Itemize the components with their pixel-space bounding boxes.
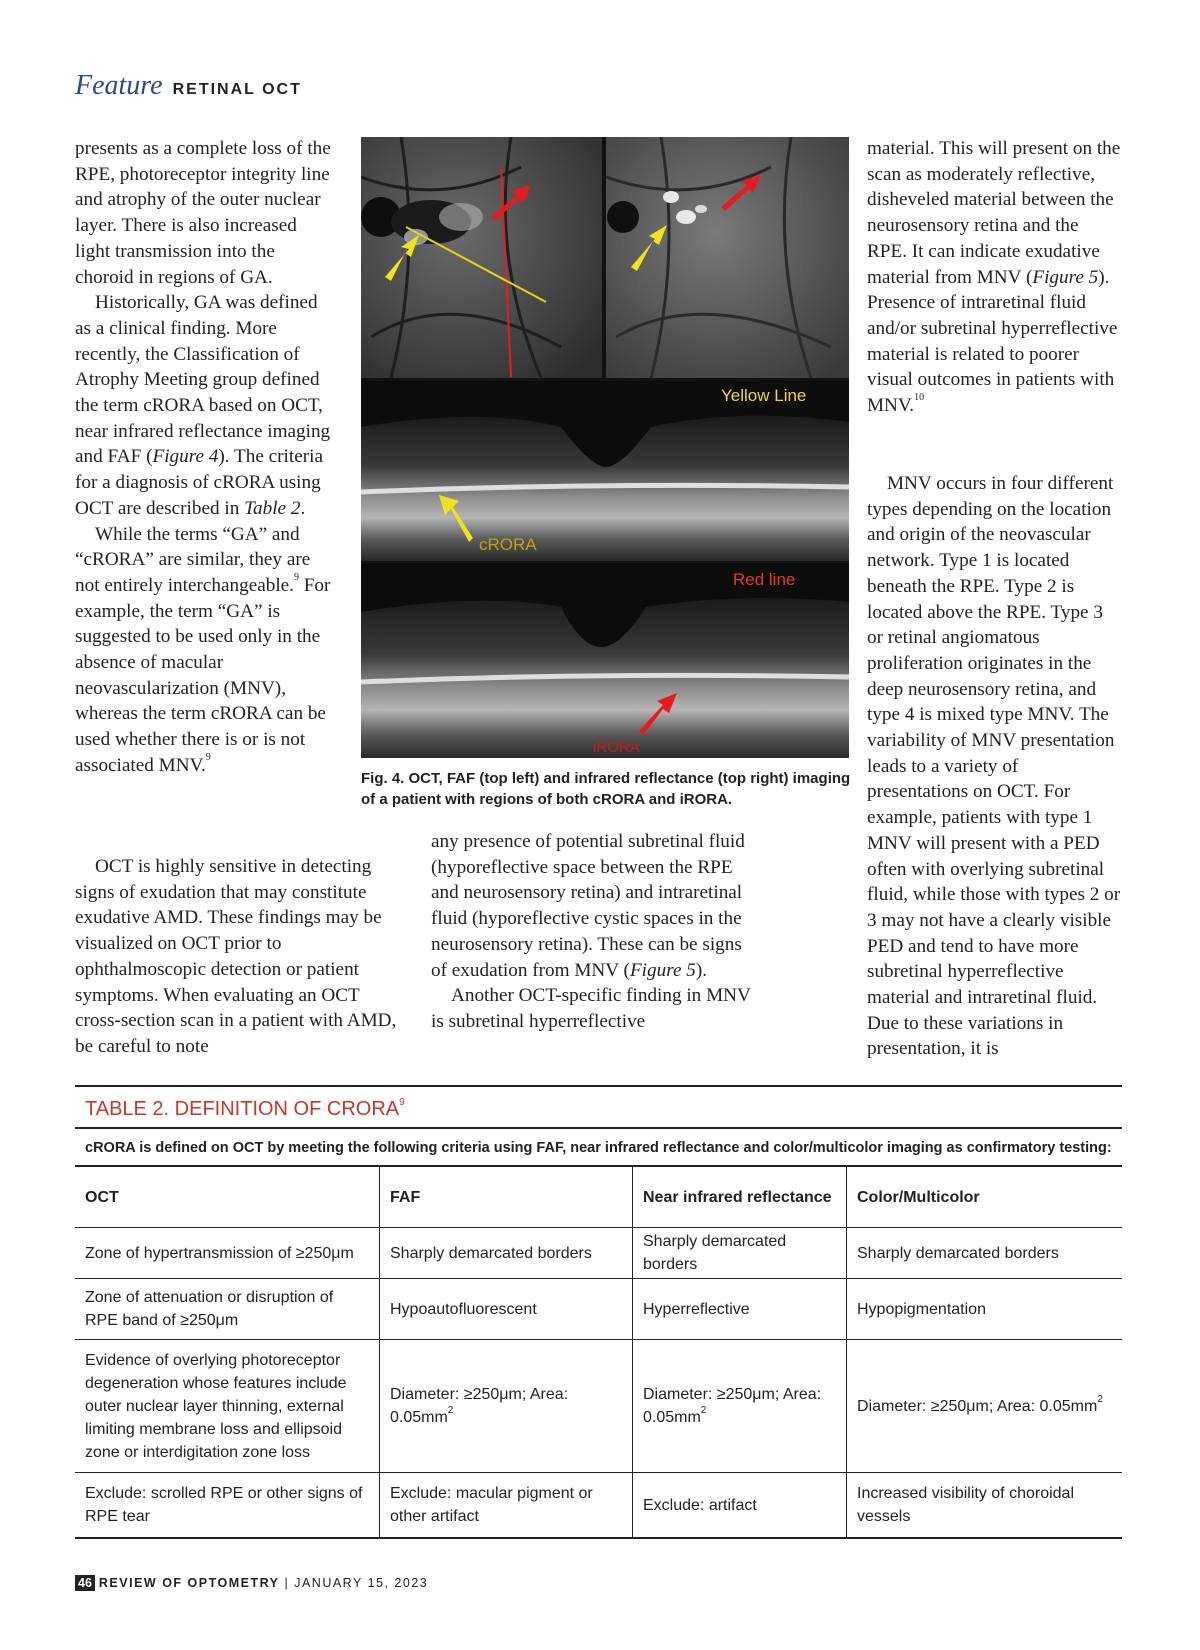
- table-header-cell: Color/Multicolor: [847, 1166, 1123, 1228]
- table-row: [75, 1473, 1122, 1539]
- figure-4-image: [361, 137, 849, 758]
- table-intro: cRORA is defined on OCT by meeting the following criteria using FAF, near infrared reflectance and color/multicolor imaging as confirmatory testing:: [75, 1127, 1122, 1165]
- table-cell: Exclude: artifact: [633, 1473, 847, 1539]
- table-header-cell: FAF: [380, 1166, 633, 1228]
- irora-label: iRORA: [593, 739, 640, 756]
- col3-paragraph-2: MNV occurs in four different types depending on the location and origin of the neovascular network. Type 1 is located beneath the RPE. Type 2 is located above the RPE. Type 3 or retinal angiomatous proliferation originates in the deep neurosensory retina, and type 4 is mixed type MNV. The variability of MNV presentation leads to a variety of presentations on OCT. For example, patients with type 1 MNV will present with a PED often with overlying subretinal fluid, while those with types 2 or 3 may not have a clearly visible PED and tend to have more subretinal hyperreflective material and intraretinal fluid. Due to these variations in presentation, it is: [867, 473, 1121, 1060]
- table-cell: Evidence of overlying photoreceptor degeneration whose features include outer nuclear layer thinning, external limiting membrane loss and ellipsoid zone or interdigitation zone loss: [75, 1340, 380, 1473]
- table-cell: Zone of hypertransmission of ≥250μm: [75, 1228, 380, 1279]
- reference-sup: 9: [205, 751, 211, 763]
- table-row: [75, 1228, 1122, 1279]
- red-line-label: Red line: [733, 570, 796, 589]
- col2-paragraph-2: Another OCT-specific finding in MNV is subretinal hyperreflective: [431, 985, 751, 1032]
- issue-date: JANUARY 15, 2023: [294, 1576, 429, 1590]
- section-label: RETINAL OCT: [172, 81, 302, 98]
- page-header: [75, 70, 302, 102]
- table-cell: Sharply demarcated borders: [380, 1228, 633, 1279]
- figure-caption: Fig. 4. OCT, FAF (top left) and infrared reflectance (top right) imaging of a patient with regions of both cRORA and iRORA.: [361, 770, 851, 808]
- table-cell: Increased visibility of choroidal vessels: [847, 1473, 1123, 1539]
- table-row: [75, 1340, 1122, 1473]
- oct-scan-yellow-line: [361, 381, 849, 561]
- table-cell: Sharply demarcated borders: [633, 1228, 847, 1279]
- oct-scan-red-line: [361, 564, 849, 758]
- col1-paragraph-3: While the terms “GA” and “cRORA” are similar, they are not entirely interchangeable.$^9$ For example, the term “GA” is suggested to be used only in the absence of macular neovascularization (MNV), whereas the term cRORA can be used whether there is or is not associated MNV.$^9$: [75, 523, 331, 776]
- col1-paragraph-4: OCT is highly sensitive in detecting signs of exudation that may constitute exudative AMD. These findings may be visualized on OCT prior to ophthalmoscopic detection or patient symptoms. When evaluating an OCT cross-section scan in a patient with AMD, be careful to note: [75, 856, 397, 1057]
- table-header-cell: Near infrared reflectance: [633, 1166, 847, 1228]
- table-cell: Diameter: ≥250μm; Area: $0.05mm^2$: [633, 1340, 847, 1473]
- table-cell: Hypopigmentation: [847, 1279, 1123, 1340]
- col1-paragraph-1: presents as a complete loss of the RPE, photoreceptor integrity line and atrophy of the outer nuclear layer. There is also increased light transmission into the choroid in regions of GA.: [75, 138, 331, 288]
- column-1-lower: [75, 854, 410, 1060]
- table-cell: Hyperreflective: [633, 1279, 847, 1340]
- faf-image: [361, 137, 602, 378]
- table-cell: Diameter: ≥250μm; Area: $0.05mm^2$: [847, 1340, 1123, 1473]
- reference-sup: 10: [914, 392, 925, 404]
- criteria-table: [75, 1165, 1122, 1539]
- magazine-name: REVIEW OF OPTOMETRY: [98, 1576, 280, 1590]
- table-cell: Diameter: ≥250μm; Area: $0.05mm^2$: [380, 1340, 633, 1473]
- page-footer: 46 REVIEW OF OPTOMETRY | JANUARY 15, 2023: [75, 1576, 428, 1590]
- table-cell: Sharply demarcated borders: [847, 1228, 1123, 1279]
- table-2: [75, 1085, 1122, 1539]
- table-cell: Zone of attenuation or disruption of RPE band of ≥250μm: [75, 1279, 380, 1340]
- infrared-image: [606, 137, 849, 378]
- column-2: [431, 829, 761, 1035]
- table-title: TABLE 2. DEFINITION OF CRORA$^9$: [75, 1085, 1122, 1127]
- column-3-lower: [867, 471, 1122, 1062]
- reference-sup: 9: [293, 571, 299, 583]
- crora-label: cRORA: [479, 535, 537, 554]
- feature-label: Feature: [75, 70, 163, 101]
- table-header-cell: OCT: [75, 1166, 380, 1228]
- col3-paragraph-1: material. This will present on the scan as moderately reflective, disheveled material between the neurosensory retina and the RPE. It can indicate exudative material from MNV (Figure 5). Presence of intraretinal fluid and/or subretinal hyperreflective material is related to poorer visual outcomes in patients with MNV.$^{10}$: [867, 138, 1121, 417]
- table-header-row: [75, 1166, 1122, 1228]
- page-number: 46: [75, 1575, 95, 1591]
- column-3: [867, 136, 1122, 419]
- table-cell: Hypoautofluorescent: [380, 1279, 633, 1340]
- table-cell: Exclude: scrolled RPE or other signs of RPE tear: [75, 1473, 380, 1539]
- table-cell: Exclude: macular pigment or other artifact: [380, 1473, 633, 1539]
- table-row: [75, 1279, 1122, 1340]
- column-1: [75, 136, 335, 779]
- col2-paragraph-1: any presence of potential subretinal fluid (hyporeflective space between the RPE and neurosensory retina) and intraretinal fluid (hyporeflective cystic spaces in the neurosensory retina). These can be signs of exudation from MNV (Figure 5).: [431, 831, 745, 981]
- col1-paragraph-2: Historically, GA was defined as a clinical finding. More recently, the Classification of Atrophy Meeting group defined the term cRORA based on OCT, near infrared reflectance imaging and FAF (Figure 4). The criteria for a diagnosis of cRORA using OCT are described in Table 2.: [75, 292, 331, 519]
- yellow-line-label: Yellow Line: [721, 386, 807, 405]
